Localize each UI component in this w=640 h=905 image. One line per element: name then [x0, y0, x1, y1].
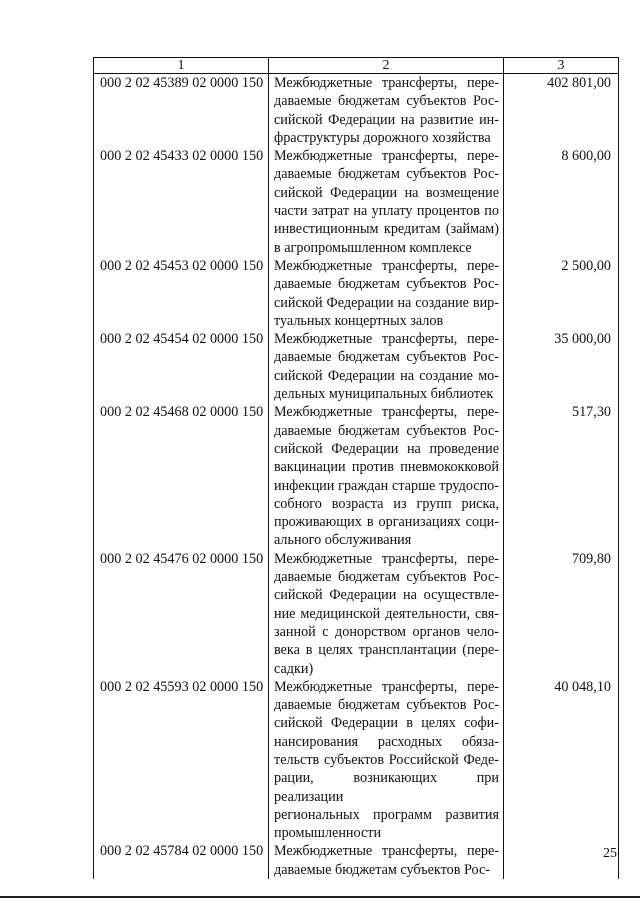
revenue-description: [269, 550, 504, 678]
description-line: фраструктуры дорожного хозяйства: [274, 129, 491, 146]
description-line: промышленности: [274, 825, 382, 842]
table-header-row: [94, 58, 619, 74]
budget-code: 000 2 02 45476 02 0000 150: [94, 550, 269, 678]
column-header-1: 1: [94, 58, 269, 74]
budget-code: 000 2 02 45784 02 0000 150: [94, 842, 269, 879]
table-row: [94, 842, 619, 879]
description-line: сийской Федерации на создание мо-: [274, 367, 499, 384]
table-body: [94, 74, 619, 880]
budget-code: 000 2 02 45454 02 0000 150: [94, 330, 269, 403]
budget-code: 000 2 02 45433 02 0000 150: [94, 147, 269, 257]
description-line: занной с донорством органов чело-: [274, 623, 499, 640]
description-line: даваемые бюджетам субъектов Рос-: [274, 569, 499, 586]
description-line: садки): [274, 660, 314, 677]
amount-value: 40 048,10: [504, 678, 619, 843]
table-row: [94, 147, 619, 257]
description-line: Межбюджетные трансферты, пере-: [274, 550, 499, 567]
amount-value: 8 600,00: [504, 147, 619, 257]
description-line: дельных муниципальных библиотек: [274, 386, 494, 403]
description-line: даваемые бюджетам субъектов Рос-: [274, 697, 499, 714]
description-line: ние медицинской деятельности, свя-: [274, 605, 499, 622]
table-row: [94, 403, 619, 549]
description-line: сийской Федерации на возмещение: [274, 184, 499, 201]
description-line: Межбюджетные трансферты, пере-: [274, 678, 499, 695]
description-line: даваемые бюджетам субъектов Рос-: [274, 861, 490, 878]
revenue-description: [269, 678, 504, 843]
description-line: ального обслуживания: [274, 532, 412, 549]
description-line: Межбюджетные трансферты, пере-: [274, 257, 499, 274]
description-line: нансирования расходных обяза-: [274, 733, 499, 750]
budget-code: 000 2 02 45593 02 0000 150: [94, 678, 269, 843]
description-line: даваемые бюджетам субъектов Рос-: [274, 166, 499, 183]
description-line: рации, возникающих при реализации: [274, 770, 499, 805]
description-line: Межбюджетные трансферты, пере-: [274, 75, 499, 91]
description-line: региональных программ развития: [274, 806, 499, 823]
description-line: сийской Федерации на развитие ин-: [274, 111, 499, 128]
table-row: [94, 74, 619, 148]
description-line: сийской Федерации в целях софи-: [274, 715, 499, 732]
description-line: туальных концертных залов: [274, 312, 444, 329]
description-line: в агропромышленном комплексе: [274, 239, 472, 256]
description-line: Межбюджетные трансферты, пере-: [274, 331, 499, 348]
revenue-description: [269, 147, 504, 257]
amount-value: [504, 842, 619, 879]
budget-table: [93, 57, 619, 879]
budget-code: 000 2 02 45468 02 0000 150: [94, 403, 269, 549]
table-row: [94, 550, 619, 678]
description-line: тельств субъектов Российской Феде-: [274, 751, 499, 768]
table-row: [94, 330, 619, 403]
description-line: сийской Федерации на осуществле-: [274, 587, 499, 604]
revenue-description: [269, 403, 504, 549]
amount-value: 35 000,00: [504, 330, 619, 403]
amount-value: 402 801,00: [504, 74, 619, 148]
description-line: века в целях трансплантации (пере-: [274, 642, 499, 659]
description-line: даваемые бюджетам субъектов Рос-: [274, 276, 499, 293]
page-number: 25: [603, 846, 617, 861]
amount-value: 709,80: [504, 550, 619, 678]
description-line: инвестиционным кредитам (займам): [274, 221, 499, 238]
description-line: собного возраста из групп риска,: [274, 495, 499, 512]
footer-rule: [0, 896, 640, 898]
description-line: Межбюджетные трансферты, пере-: [274, 843, 499, 860]
description-line: сийской Федерации на создание вир-: [274, 294, 499, 311]
amount-value: 517,30: [504, 403, 619, 549]
description-line: инфекции граждан старше трудоспо-: [274, 477, 499, 494]
description-line: даваемые бюджетам субъектов Рос-: [274, 422, 499, 439]
revenue-description: [269, 330, 504, 403]
column-header-2: 2: [269, 58, 504, 74]
amount-value: 2 500,00: [504, 257, 619, 330]
description-line: даваемые бюджетам субъектов Рос-: [274, 349, 499, 366]
table-row: [94, 678, 619, 843]
description-line: сийской Федерации на проведение: [274, 440, 499, 457]
revenue-description: [269, 257, 504, 330]
description-line: Межбюджетные трансферты, пере-: [274, 148, 499, 165]
revenue-description: [269, 74, 504, 148]
description-line: части затрат на уплату процентов по: [274, 203, 499, 220]
description-line: вакцинации против пневмококковой: [274, 459, 499, 476]
revenue-description: [269, 842, 504, 879]
column-header-3: 3: [504, 58, 619, 74]
description-line: Межбюджетные трансферты, пере-: [274, 404, 499, 421]
description-line: даваемые бюджетам субъектов Рос-: [274, 93, 499, 110]
description-line: проживающих в организациях соци-: [274, 514, 499, 531]
table-row: [94, 257, 619, 330]
budget-code: 000 2 02 45453 02 0000 150: [94, 257, 269, 330]
budget-code: 000 2 02 45389 02 0000 150: [94, 74, 269, 148]
